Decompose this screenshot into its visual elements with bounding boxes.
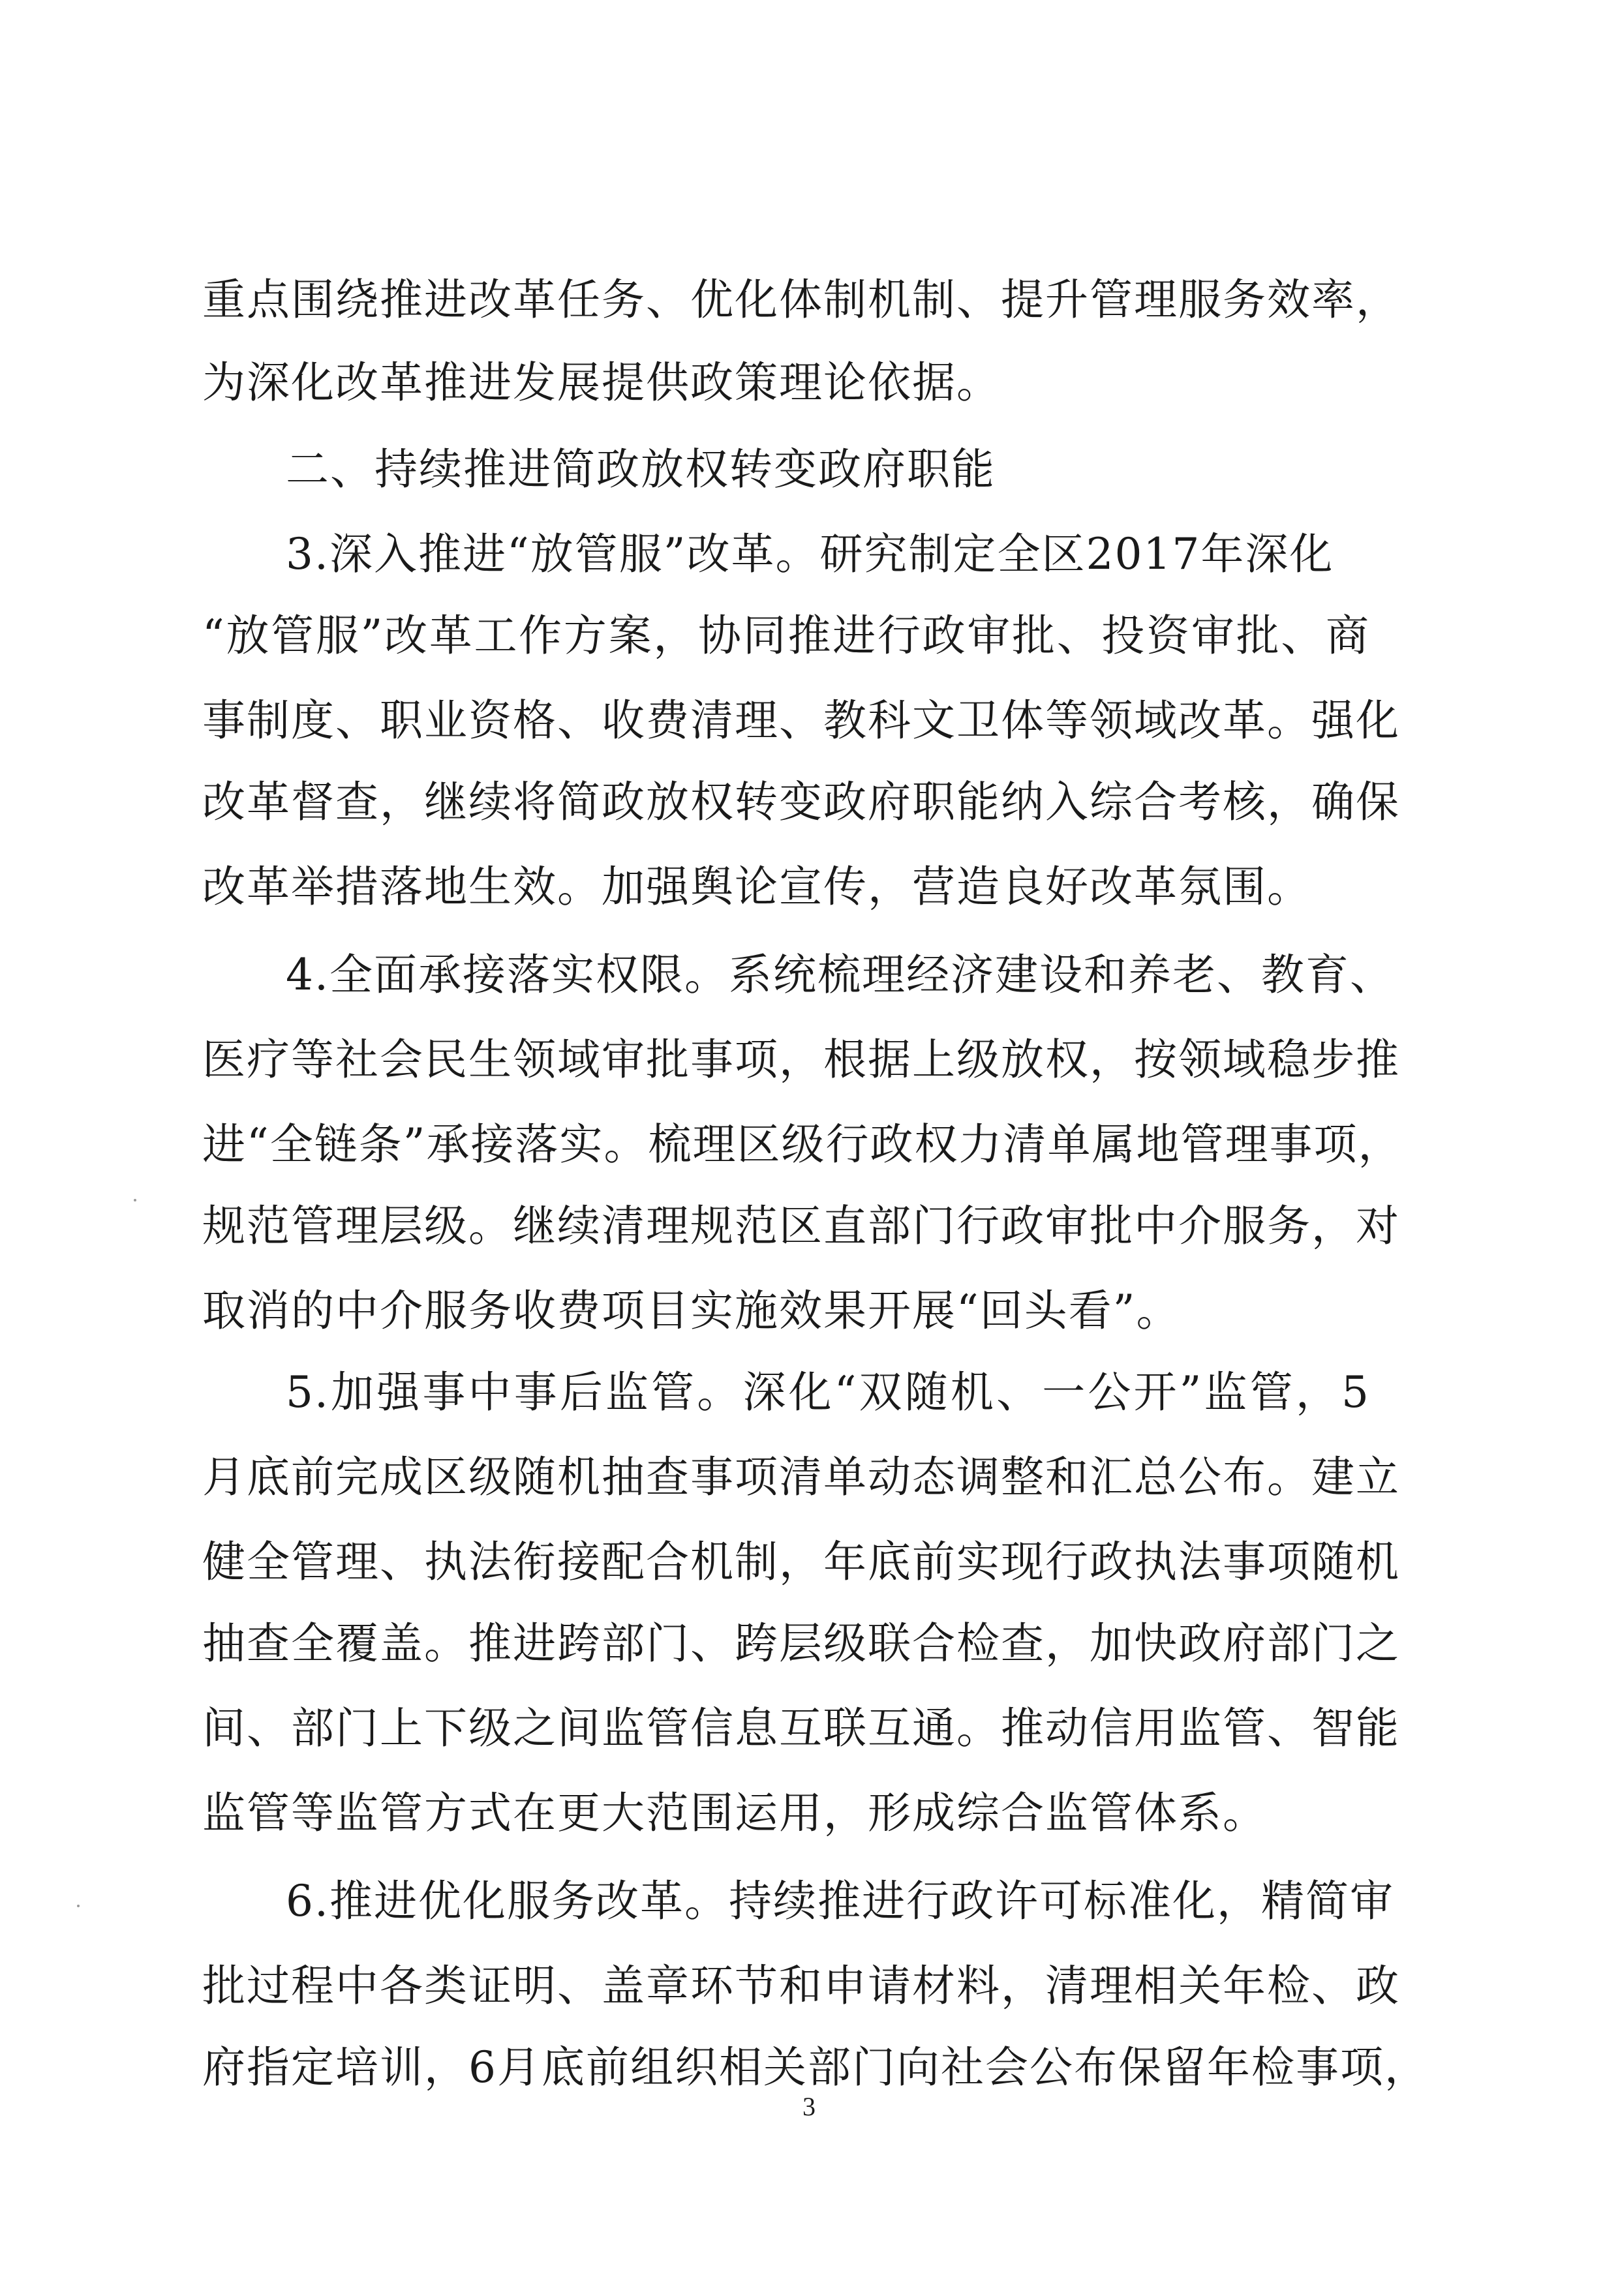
intro-line-1: 重点围绕推进改革任务、优化体制机制、提升管理服务效率，: [202, 275, 1400, 325]
para5-line-6: 监管等监管方式在更大范围运用，形成综合监管体系。: [202, 1788, 1267, 1838]
para5-line-5: 间、部门上下级之间监管信息互联互通。推动信用监管、智能: [202, 1703, 1400, 1753]
para3-line-5: 改革举措落地生效。加强舆论宣传，营造良好改革氛围。: [202, 862, 1311, 912]
scan-speck: [77, 1905, 80, 1907]
scan-speck: [134, 1199, 136, 1201]
intro-line-2: 为深化改革推进发展提供政策理论依据。: [202, 357, 1001, 408]
para5-line-1: 5.加强事中事后监管。深化“双随机、一公开”监管，5: [286, 1367, 1370, 1417]
para4-line-3: 进“全链条”承接落实。梳理区级行政权力清单属地管理事项，: [202, 1119, 1403, 1170]
para3-line-4: 改革督查，继续将简政放权转变政府职能纳入综合考核，确保: [202, 777, 1400, 827]
para6-line-1: 6.推进优化服务改革。持续推进行政许可标准化，精简审: [286, 1876, 1394, 1926]
para6-line-2: 批过程中各类证明、盖章环节和申请材料，清理相关年检、政: [202, 1961, 1400, 2011]
para4-line-4: 规范管理层级。继续清理规范区直部门行政审批中介服务，对: [202, 1201, 1400, 1251]
page-number: 3: [802, 2092, 816, 2121]
para4-line-1: 4.全面承接落实权限。系统梳理经济建设和养老、教育、: [286, 950, 1394, 1000]
para4-line-5: 取消的中介服务收费项目实施效果开展“回头看”。: [202, 1286, 1181, 1336]
para6-line-3: 府指定培训，6月底前组织相关部门向社会公布保留年检事项，: [202, 2042, 1429, 2092]
para5-line-4: 抽查全覆盖。推进跨部门、跨层级联合检查，加快政府部门之: [202, 1618, 1400, 1669]
section-heading: 二、持续推进简政放权转变政府职能: [286, 444, 996, 494]
para3-line-3: 事制度、职业资格、收费清理、教科文卫体等领域改革。强化: [202, 695, 1400, 746]
para3-line-2: “放管服”改革工作方案，协同推进行政审批、投资审批、商: [202, 611, 1370, 661]
para3-line-1: 3.深入推进“放管服”改革。研究制定全区2017年深化: [286, 529, 1334, 579]
para5-line-2: 月底前完成区级随机抽查事项清单动态调整和汇总公布。建立: [202, 1452, 1400, 1502]
para5-line-3: 健全管理、执法衔接配合机制，年底前实现行政执法事项随机: [202, 1537, 1400, 1587]
para4-line-2: 医疗等社会民生领域审批事项，根据上级放权，按领域稳步推: [202, 1035, 1400, 1085]
